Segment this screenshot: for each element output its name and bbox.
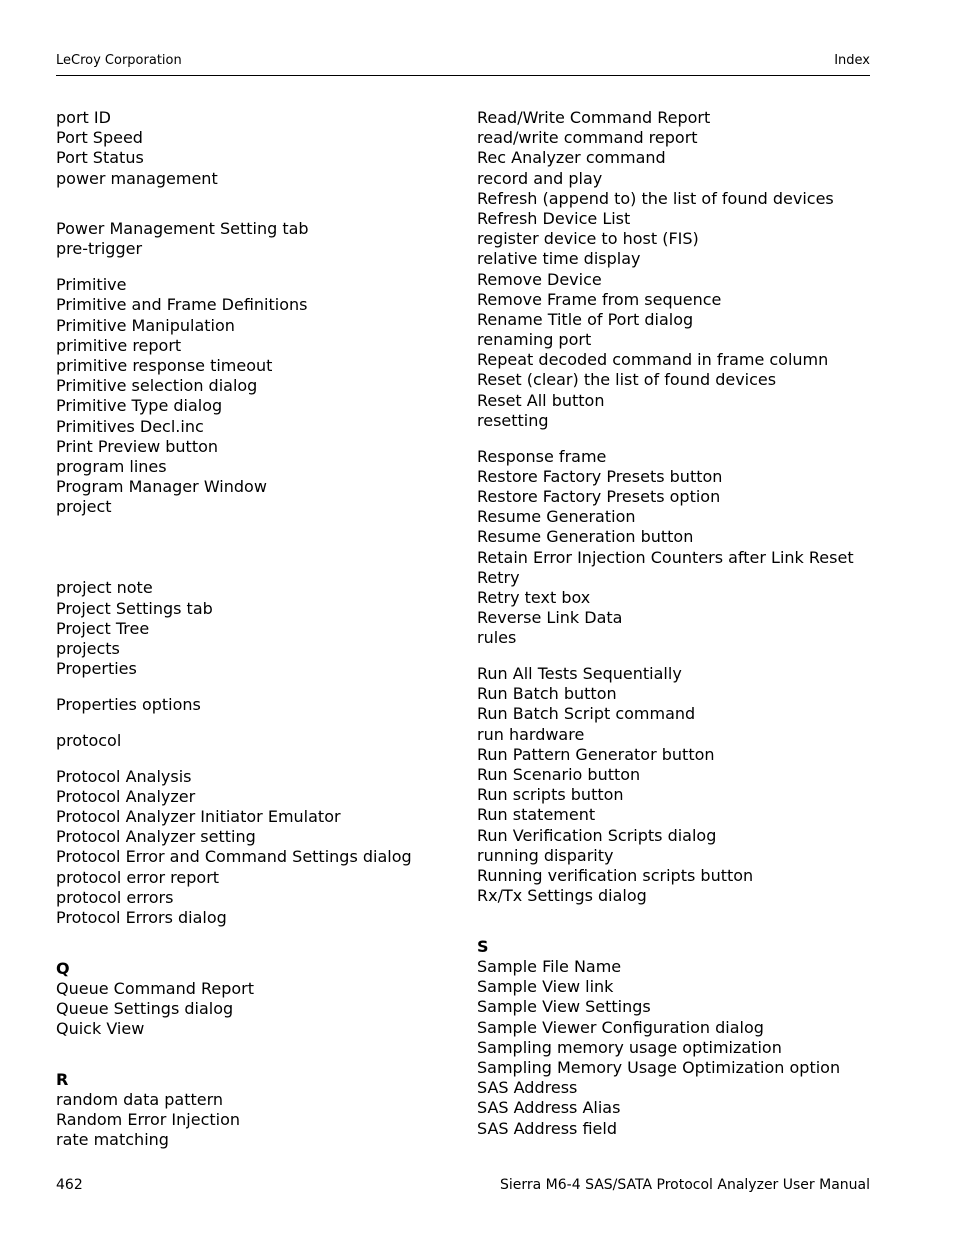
- index-entry: Rx/Tx Settings dialog: [477, 886, 647, 906]
- index-entry: record and play: [477, 168, 603, 188]
- index-entry: Rec Analyzer command: [477, 148, 666, 168]
- page-number: 462: [56, 1177, 83, 1193]
- index-entry: Refresh (append to) the list of found devices: [477, 188, 834, 208]
- index-entry: Queue Command Report: [56, 978, 255, 998]
- index-entry: Primitive selection dialog: [56, 376, 258, 396]
- index-entry: Resume Generation button: [477, 527, 694, 547]
- index-letter-heading: Q: [56, 958, 70, 978]
- index-entry: Sample View Settings: [477, 997, 651, 1017]
- index-entry: Run All Tests Sequentially: [477, 664, 682, 684]
- index-entry: Project Tree: [56, 618, 150, 638]
- index-gap: [56, 1039, 456, 1070]
- header-section: Index: [834, 53, 870, 68]
- index-entry: Protocol Analyzer: [56, 786, 196, 806]
- index-letter-heading: R: [56, 1069, 69, 1089]
- index-entry: Run Pattern Generator button: [477, 744, 715, 764]
- index-entry: primitive response timeout: [56, 355, 273, 375]
- index-entry: run hardware: [477, 724, 585, 744]
- index-gap: [477, 431, 877, 447]
- index-entry: Run scripts button: [477, 785, 624, 805]
- index-gap: [56, 517, 456, 578]
- index-entry: Repeat decoded command in frame column: [477, 350, 829, 370]
- index-entry: Run statement: [477, 805, 596, 825]
- index-entry: Response frame: [477, 446, 607, 466]
- index-entry: rules: [477, 628, 517, 648]
- index-entry: Resume Generation: [477, 507, 636, 527]
- index-entry: Protocol Errors dialog: [56, 907, 227, 927]
- index-entry: Sample Viewer Configuration dialog: [477, 1017, 764, 1037]
- index-entry: relative time display: [477, 249, 641, 269]
- index-entry: projects: [56, 639, 120, 659]
- index-entry: rate matching: [56, 1130, 169, 1150]
- index-entry: Restore Factory Presets option: [477, 486, 721, 506]
- index-entry: Queue Settings dialog: [56, 998, 234, 1018]
- index-entry: Run Scenario button: [477, 765, 641, 784]
- index-entry: Port Status: [56, 148, 144, 168]
- index-entry: port ID: [56, 108, 111, 127]
- index-entry: SAS Address Alias: [477, 1098, 621, 1118]
- index-entry: register device to host (FIS): [477, 229, 699, 249]
- index-entry: Primitive Manipulation: [56, 315, 235, 335]
- index-column-left: [56, 108, 456, 1151]
- index-column-right: [477, 108, 877, 1139]
- index-entry: running disparity: [477, 845, 614, 865]
- index-entry: Properties options: [56, 695, 201, 714]
- index-entry: Retry: [477, 567, 520, 587]
- page-header: [56, 53, 870, 76]
- index-entry: Read/Write Command Report: [477, 108, 711, 127]
- index-entry: Reset (clear) the list of found devices: [477, 370, 777, 390]
- index-entry: Primitive Type dialog: [56, 396, 223, 416]
- index-gap: [56, 715, 456, 731]
- index-entry: Sampling Memory Usage Optimization option: [477, 1057, 841, 1077]
- index-entry: renaming port: [477, 330, 592, 350]
- index-entry: Restore Factory Presets button: [477, 466, 723, 486]
- index-entry: Protocol Analyzer Initiator Emulator: [56, 806, 341, 826]
- index-entry: Program Manager Window: [56, 477, 267, 497]
- index-entry: Remove Device: [477, 269, 602, 289]
- index-entry: Run Verification Scripts dialog: [477, 825, 717, 845]
- index-gap: [477, 648, 877, 664]
- index-entry: primitive report: [56, 335, 182, 355]
- index-entry: Project Settings tab: [56, 598, 213, 618]
- index-entry: Protocol Analysis: [56, 766, 192, 786]
- index-entry: Power Management Setting tab: [56, 219, 309, 239]
- index-gap: [56, 189, 456, 220]
- index-entry: power management: [56, 168, 218, 188]
- index-entry: SAS Address: [477, 1078, 578, 1098]
- index-entry: Properties: [56, 659, 137, 679]
- index-entry: Remove Frame from sequence: [477, 289, 722, 309]
- index-entry: program lines: [56, 456, 167, 476]
- index-entry: Print Preview button: [56, 436, 219, 456]
- index-entry: Retain Error Injection Counters after Link Reset: [477, 547, 854, 567]
- index-entry: Run Batch Script command: [477, 704, 696, 724]
- index-entry: Refresh Device List: [477, 208, 631, 228]
- index-entry: Quick View: [56, 1019, 145, 1039]
- index-entry: Protocol Error and Command Settings dialog: [56, 847, 412, 867]
- index-entry: Primitive: [56, 275, 127, 295]
- index-entry: project note: [56, 578, 153, 598]
- index-entry: Random Error Injection: [56, 1110, 241, 1130]
- header-company: LeCroy Corporation: [56, 53, 182, 68]
- index-entry: Primitives Decl.inc: [56, 416, 204, 436]
- index-entry: pre-trigger: [56, 239, 143, 259]
- index-gap: [56, 260, 456, 276]
- index-entry: Running verification scripts button: [477, 865, 754, 885]
- index-entry: Retry text box: [477, 587, 591, 607]
- index-entry: Reverse Link Data: [477, 608, 623, 628]
- index-entry: protocol error report: [56, 867, 220, 887]
- index-letter-heading: S: [477, 936, 489, 956]
- index-entry: Sample View link: [477, 977, 614, 997]
- index-entry: Reset All button: [477, 390, 605, 410]
- index-gap: [56, 679, 456, 695]
- index-entry: Primitive and Frame Definitions: [56, 295, 308, 315]
- index-entry: protocol errors: [56, 887, 174, 907]
- index-entry: Rename Title of Port dialog: [477, 309, 694, 329]
- index-gap: [477, 906, 877, 937]
- index-entry: Sampling memory usage optimization: [477, 1037, 782, 1057]
- index-entry: Protocol Analyzer setting: [56, 827, 256, 847]
- manual-title: Sierra M6-4 SAS/SATA Protocol Analyzer User Manual: [499, 1177, 870, 1193]
- index-entry: resetting: [477, 410, 549, 430]
- index-gap: [56, 928, 456, 959]
- index-entry: Sample File Name: [477, 957, 622, 976]
- index-entry: SAS Address field: [477, 1118, 617, 1138]
- index-entry: protocol: [56, 730, 122, 750]
- index-entry: random data pattern: [56, 1090, 224, 1109]
- index-entry: Run Batch button: [477, 684, 617, 704]
- index-entry: read/write command report: [477, 128, 698, 148]
- index-entry: project: [56, 497, 112, 517]
- index-gap: [56, 751, 456, 767]
- index-entry: Port Speed: [56, 128, 143, 148]
